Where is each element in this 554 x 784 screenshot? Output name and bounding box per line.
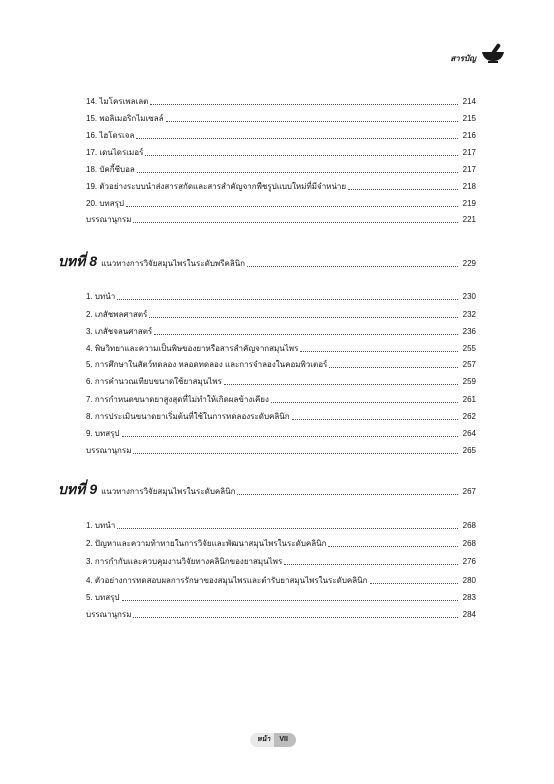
dot-leader [154,333,458,335]
page-number: VII [274,733,296,747]
entry-title: แนวทางการวิจัยสมุนไพรในระดับพรีคลินิก [101,259,246,268]
entry-title: 1. บทนำ [86,521,116,530]
entry-title: 17. เดนไดรเมอร์ [86,148,144,157]
entry-page-number: 268 [462,521,476,530]
dot-leader [136,137,458,139]
entry-title: บรรณานุกรม [86,446,132,455]
dot-leader [149,316,458,318]
dot-leader [224,383,458,385]
entry-title: 2. เภสัชพลศาสตร์ [86,310,148,319]
entry-title: 2. ปัญหาและความท้าทายในการวิจัยและพัฒนาสมุนไพรในระดับคลินิก [86,539,327,548]
entry-page-number: 268 [462,539,476,548]
toc-entry [86,391,476,405]
dot-leader [126,205,458,207]
dot-leader [133,221,458,223]
toc-entry [86,572,476,586]
entry-title: 16. ไฮโดรเจล [86,131,135,140]
chapter-number: 8 [89,253,98,269]
toc-entry [86,195,476,209]
entry-page-number: 276 [462,557,476,566]
toc-entry [86,606,476,620]
toc-entry [86,323,476,337]
toc-entry [86,306,476,320]
toc-entry [86,517,476,531]
entry-title: 1. บทนำ [86,292,116,301]
dot-leader [271,401,458,403]
entry-page-number: 259 [462,377,476,386]
entry-page-number: 216 [462,131,476,140]
dot-leader [166,120,458,122]
entry-title: 7. การกำหนดขนาดยาสูงสุดที่ไม่ทำให้เกิดผลข้างเคียง [86,395,269,404]
dot-leader [133,452,458,454]
toc-entry [86,178,476,192]
dot-leader [150,103,458,105]
dot-leader [137,171,458,173]
entry-title: 3. การกำกับและควบคุมงานวิจัยทางคลินิกของยาสมุนไพร [86,557,283,566]
dot-leader [300,350,458,352]
toc-entry [86,161,476,175]
entry-page-number: 265 [462,446,476,455]
toc-entry [86,127,476,141]
page-footer [250,733,296,747]
dot-leader [237,493,458,495]
entry-page-number: 217 [462,165,476,174]
chapter-number: 9 [89,481,98,497]
entry-title: 5. การศึกษาในสัตว์ทดลอง หลอดทดลอง และการจำลองในคอมพิวเตอร์ [86,360,328,369]
entry-title: บรรณานุกรม [86,215,132,224]
entry-page-number: 229 [462,259,476,268]
entry-title: 18. บัคกี้ซีบอล [86,165,135,174]
dot-leader [284,563,458,565]
entry-page-number: 218 [462,182,476,191]
entry-page-number: 214 [462,97,476,106]
dot-leader [329,366,458,368]
dot-leader [145,154,458,156]
toc-entry [86,425,476,439]
entry-page-number: 236 [462,327,476,336]
chapter-entry [58,251,476,269]
page-label: หน้า [250,733,274,747]
toc-entry [86,211,476,225]
entry-page-number: 280 [462,576,476,585]
entry-page-number: 230 [462,292,476,301]
entry-page-number: 267 [462,487,476,496]
toc-entry [86,442,476,456]
entry-page-number: 232 [462,310,476,319]
entry-page-number: 221 [462,215,476,224]
entry-page-number: 284 [462,610,476,619]
chapter-prefix: บทที่ [58,253,86,269]
mortar-pestle-icon [480,42,506,64]
toc-entry [86,110,476,124]
entry-title: บรรณานุกรม [86,610,132,619]
entry-page-number: 264 [462,429,476,438]
entry-page-number: 219 [462,199,476,208]
entry-page-number: 255 [462,344,476,353]
entry-title: 4. ตัวอย่างการทดสอบผลการรักษาของสมุนไพรและตำรับยาสมุนไพรในระดับคลินิก [86,576,368,585]
toc-entry [86,288,476,302]
toc-entry [86,93,476,107]
chapter-prefix: บทที่ [58,481,86,497]
dot-leader [292,418,458,420]
toc-entry [86,589,476,603]
chapter-label [58,254,97,269]
dot-leader [122,599,458,601]
toc-entry [86,553,476,567]
chapter-label [58,482,97,497]
dot-leader [370,582,459,584]
dot-leader [117,527,458,529]
entry-title: 5. บทสรุป [86,593,120,602]
entry-title: แนวทางการวิจัยสมุนไพรในระดับคลินิก [101,487,236,496]
toc-entry [86,340,476,354]
toc-entry [86,373,476,387]
entry-title: 15. พอลิเมอริกไมเซลล์ [86,114,164,123]
entry-title: 8. การประเมินขนาดยาเริ่มต้นที่ใช้ในการทดลองระดับคลินิก [86,412,290,421]
entry-title: 6. การคำนวณเทียบขนาดใช้ยาสมุนไพร [86,377,222,386]
entry-page-number: 283 [462,593,476,602]
entry-page-number: 261 [462,395,476,404]
entry-page-number: 217 [462,148,476,157]
section-title: สารบัญ [450,54,476,63]
entry-title: 9. บทสรุป [86,429,120,438]
entry-title: 4. พิษวิทยาและความเป็นพิษของยาหรือสารสำคัญจากสมุนไพร [86,344,299,353]
entry-title: 19. ตัวอย่างระบบนำส่งสารสกัดและสารสำคัญจากพืชรูปแบบใหม่ที่มีจำหน่าย [86,182,347,191]
entry-title: 14. ไมโครเพลเลต [86,97,149,106]
entry-page-number: 257 [462,360,476,369]
toc-entry [86,144,476,158]
dot-leader [328,545,458,547]
toc-entry [86,535,476,549]
dot-leader [247,265,458,267]
entry-page-number: 215 [462,114,476,123]
dot-leader [133,616,458,618]
toc-entry [86,356,476,370]
dot-leader [348,188,458,190]
chapter-entry [58,479,476,497]
toc-entry [86,408,476,422]
dot-leader [122,435,458,437]
dot-leader [117,298,458,300]
entry-title: 3. เภสัชจลนศาสตร์ [86,327,153,336]
entry-page-number: 262 [462,412,476,421]
entry-title: 20. บทสรุป [86,199,124,208]
